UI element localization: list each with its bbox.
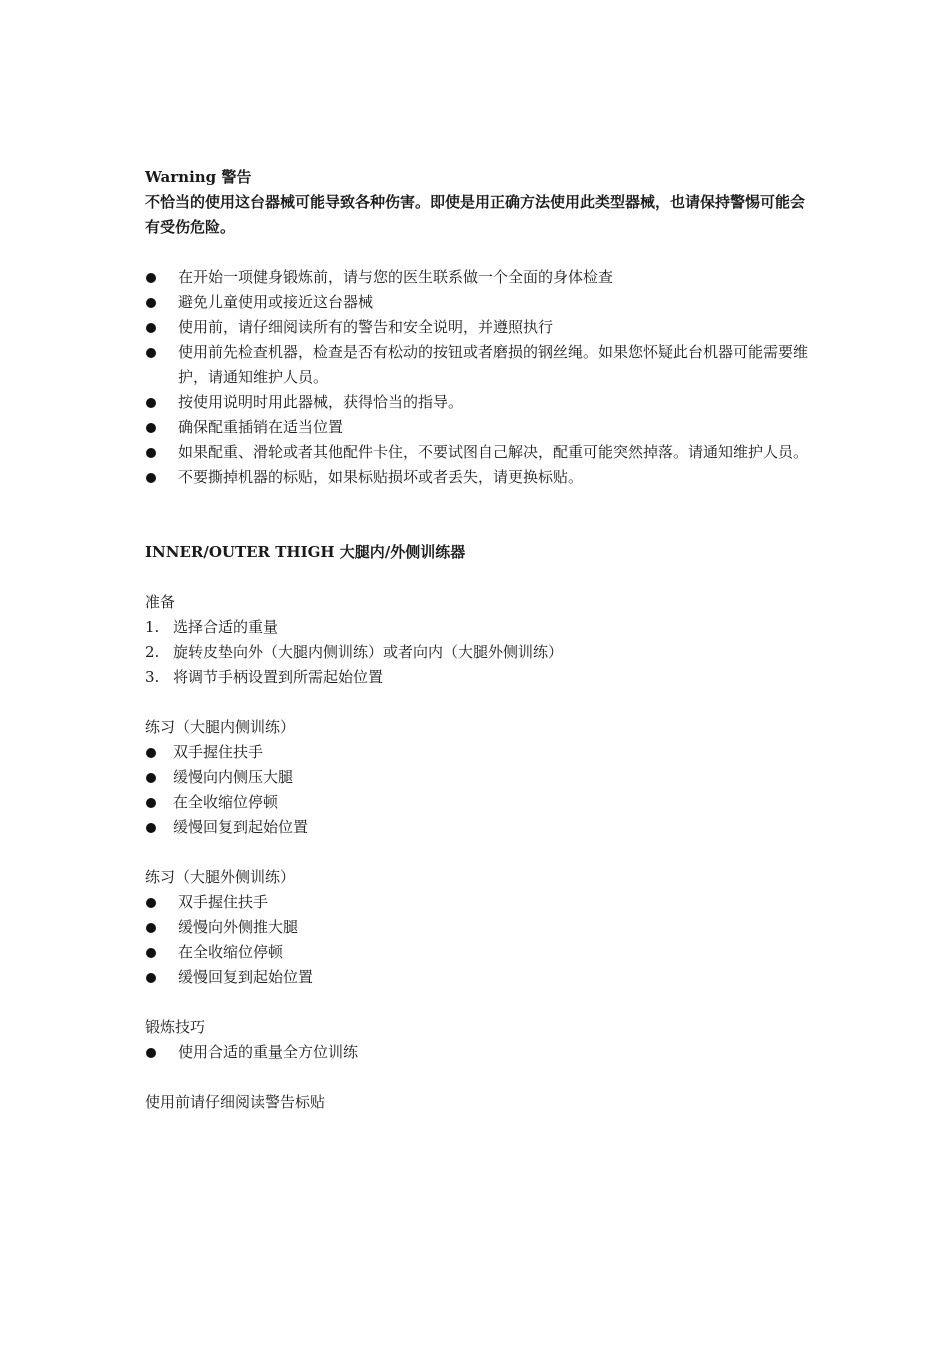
step-number: 3. <box>145 668 160 686</box>
prep-steps <box>145 615 813 690</box>
list-item: 双手握住扶手 <box>145 740 813 765</box>
list-item: 不要撕掉机器的标贴，如果标贴损坏或者丢失，请更换标贴。 <box>145 465 813 490</box>
step-text: 将调节手柄设置到所需起始位置 <box>173 668 384 686</box>
machine-title: INNER/OUTER THIGH 大腿内/外侧训练器 <box>145 543 466 561</box>
step-text: 旋转皮垫向外（大腿内侧训练）或者向内（大腿外侧训练） <box>173 643 564 661</box>
list-item: 使用前，请仔细阅读所有的警告和安全说明，并遵照执行 <box>145 315 813 340</box>
step-number: 1. <box>145 618 160 636</box>
list-item <box>145 665 813 690</box>
list-item: 使用前先检查机器，检查是否有松动的按钮或者磨损的钢丝绳。如果您怀疑此台机器可能需要维护，请通知维护人员。 <box>145 340 813 390</box>
list-item: 确保配重插销在适当位置 <box>145 415 813 440</box>
footer-note: 使用前请仔细阅读警告标贴 <box>145 1093 326 1111</box>
list-item: 缓慢回复到起始位置 <box>145 815 813 840</box>
list-item: 在开始一项健身锻炼前，请与您的医生联系做一个全面的身体检查 <box>145 265 813 290</box>
list-item: 避免儿童使用或接近这台器械 <box>145 290 813 315</box>
list-item <box>145 640 813 665</box>
list-item: 按使用说明时用此器械，获得恰当的指导。 <box>145 390 813 415</box>
outer-heading: 练习（大腿外侧训练） <box>145 868 296 886</box>
tips-list <box>145 1040 813 1065</box>
inner-heading: 练习（大腿内侧训练） <box>145 718 296 736</box>
outer-list <box>145 890 813 990</box>
warning-list <box>145 265 813 490</box>
list-item: 使用合适的重量全方位训练 <box>145 1040 813 1065</box>
list-item: 如果配重、滑轮或者其他配件卡住，不要试图自己解决，配重可能突然掉落。请通知维护人员。 <box>145 440 813 465</box>
list-item: 双手握住扶手 <box>145 890 813 915</box>
prep-heading: 准备 <box>145 593 176 611</box>
warning-text: 不恰当的使用这台器械可能导致各种伤害。即使是用正确方法使用此类型器械，也请保持警惕可能会有受伤危险。 <box>145 193 806 236</box>
list-item: 缓慢回复到起始位置 <box>145 965 813 990</box>
list-item: 在全收缩位停顿 <box>145 940 813 965</box>
step-text: 选择合适的重量 <box>173 618 279 636</box>
list-item: 缓慢向内侧压大腿 <box>145 765 813 790</box>
warning-title: Warning 警告 <box>145 168 252 186</box>
step-number: 2. <box>145 643 160 661</box>
list-item <box>145 615 813 640</box>
document-content <box>145 165 813 1115</box>
tips-heading: 锻炼技巧 <box>145 1018 206 1036</box>
inner-list <box>145 740 813 840</box>
list-item: 缓慢向外侧推大腿 <box>145 915 813 940</box>
list-item: 在全收缩位停顿 <box>145 790 813 815</box>
